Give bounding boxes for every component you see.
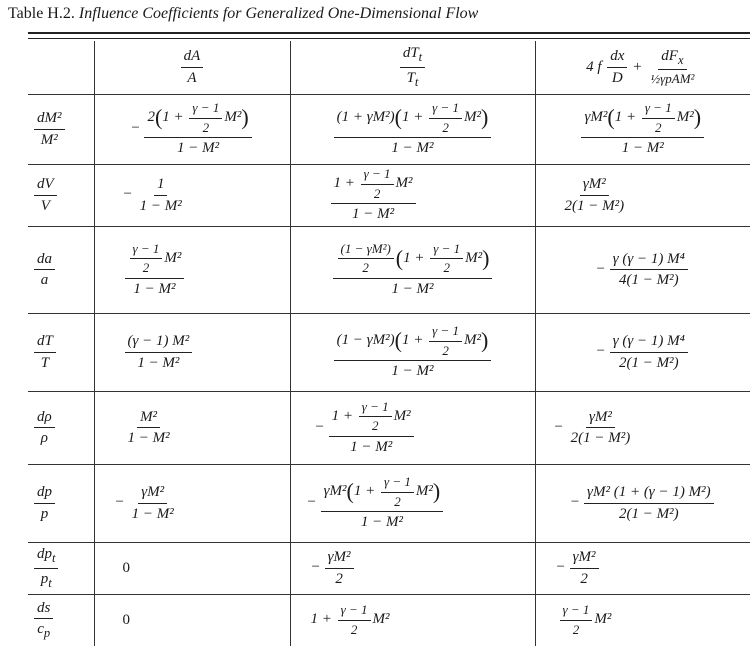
- row-label-dT: $\frac{dT}{T}$: [28, 313, 94, 391]
- cell-dV-friction: $\frac{\text{γM²}}{\text{2(1 − M²)}}$: [535, 164, 750, 226]
- table-title: Influence Coefficients for Generalized One-Dimensional Flow: [78, 5, 479, 22]
- table-row: [28, 164, 750, 226]
- row-label-da: $\frac{da}{a}$: [28, 226, 94, 313]
- top-rule-thin: [28, 38, 750, 39]
- table-label: Table H.2.: [8, 5, 75, 22]
- influence-coefficients-table: [28, 41, 750, 646]
- cell-dV-dA: − $\frac{1}{\text{1 − M²}}$: [94, 164, 290, 226]
- cell-drho-dA: $\frac{\text{M²}}{\text{1 − M²}}$: [94, 391, 290, 464]
- table-row: [28, 313, 750, 391]
- cell-dp-dTt: − γM²(1 + $\frac{\gamma - 1}{2}$ M²) 1 − M²: [290, 464, 535, 542]
- table-row: [28, 542, 750, 594]
- cell-da-dTt: $\frac{\text{(1 − γM²)}}{2}$ (1 + $\frac{\gamma - 1}{2}$ M²) 1 − M²: [290, 226, 535, 313]
- cell-dT-dTt: (1 − γM²)(1 + $\frac{\gamma - 1}{2}$ M²) 1 − M²: [290, 313, 535, 391]
- cell-dpt-friction: − $\frac{\text{γM²}}{2}$: [535, 542, 750, 594]
- header-row: [28, 41, 750, 94]
- cell-dM2-friction: γM²(1 + $\frac{\gamma - 1}{2}$ M²) 1 − M²: [535, 94, 750, 164]
- row-label-dM2: $\frac{\text{dM²}}{\text{M²}}$: [28, 94, 94, 164]
- header-friction-drag: 4 f $\frac{dx}{D}$ + $\frac{dF_x}{\text{½γpAM²}}$: [535, 41, 750, 94]
- cell-dM2-dTt: (1 + γM²)(1 + $\frac{\gamma - 1}{2}$ M²) 1 − M²: [290, 94, 535, 164]
- cell-ds-dTt: 1 + $\frac{\gamma - 1}{2}$ M²: [290, 594, 535, 646]
- cell-dp-dA: − $\frac{\text{γM²}}{\text{1 − M²}}$: [94, 464, 290, 542]
- row-label-ds: $\frac{ds}{c_p}$: [28, 594, 94, 646]
- cell-dM2-dA: − 2(1 + $\frac{\gamma - 1}{2}$ M²) 1 − M²: [94, 94, 290, 164]
- table-caption: [8, 5, 478, 23]
- cell-ds-friction: $\frac{\gamma - 1}{2}$ M²: [535, 594, 750, 646]
- table-row: [28, 464, 750, 542]
- cell-ds-dA: 0: [94, 594, 290, 646]
- cell-dpt-dA: 0: [94, 542, 290, 594]
- table-row: [28, 226, 750, 313]
- header-corner: [28, 41, 94, 94]
- row-label-dp: $\frac{dp}{p}$: [28, 464, 94, 542]
- cell-da-friction: − $\frac{\text{γ (γ − 1) M⁴}}{\text{4(1 − M²)}}$: [535, 226, 750, 313]
- cell-drho-dTt: − 1 + $\frac{\gamma - 1}{2}$ M² 1 − M²: [290, 391, 535, 464]
- cell-dV-dTt: 1 + $\frac{\gamma - 1}{2}$ M² 1 − M²: [290, 164, 535, 226]
- table-row: [28, 391, 750, 464]
- cell-dT-friction: − $\frac{\text{γ (γ − 1) M⁴}}{\text{2(1 − M²)}}$: [535, 313, 750, 391]
- table-row: [28, 594, 750, 646]
- cell-dpt-dTt: − $\frac{\text{γM²}}{2}$: [290, 542, 535, 594]
- row-label-dpt: $\frac{dp_t}{p_t}$: [28, 542, 94, 594]
- header-dTt-over-Tt: $\frac{dT_t}{T_t}$: [290, 41, 535, 94]
- row-label-dV: $\frac{dV}{V}$: [28, 164, 94, 226]
- cell-dT-dA: $\frac{\text{(γ − 1) M²}}{\text{1 − M²}}$: [94, 313, 290, 391]
- row-label-drho: $\frac{d\rho}{\rho}$: [28, 391, 94, 464]
- top-rule-thick: [28, 32, 750, 34]
- header-dA-over-A: $\frac{dA}{A}$: [94, 41, 290, 94]
- cell-drho-friction: − $\frac{\text{γM²}}{\text{2(1 − M²)}}$: [535, 391, 750, 464]
- cell-dp-friction: − $\frac{\text{γM² (1 + (γ − 1) M²)}}{\text{2(1 − M²)}}$: [535, 464, 750, 542]
- table-row: [28, 94, 750, 164]
- cell-da-dA: $\frac{\gamma - 1}{2}$ M² 1 − M²: [94, 226, 290, 313]
